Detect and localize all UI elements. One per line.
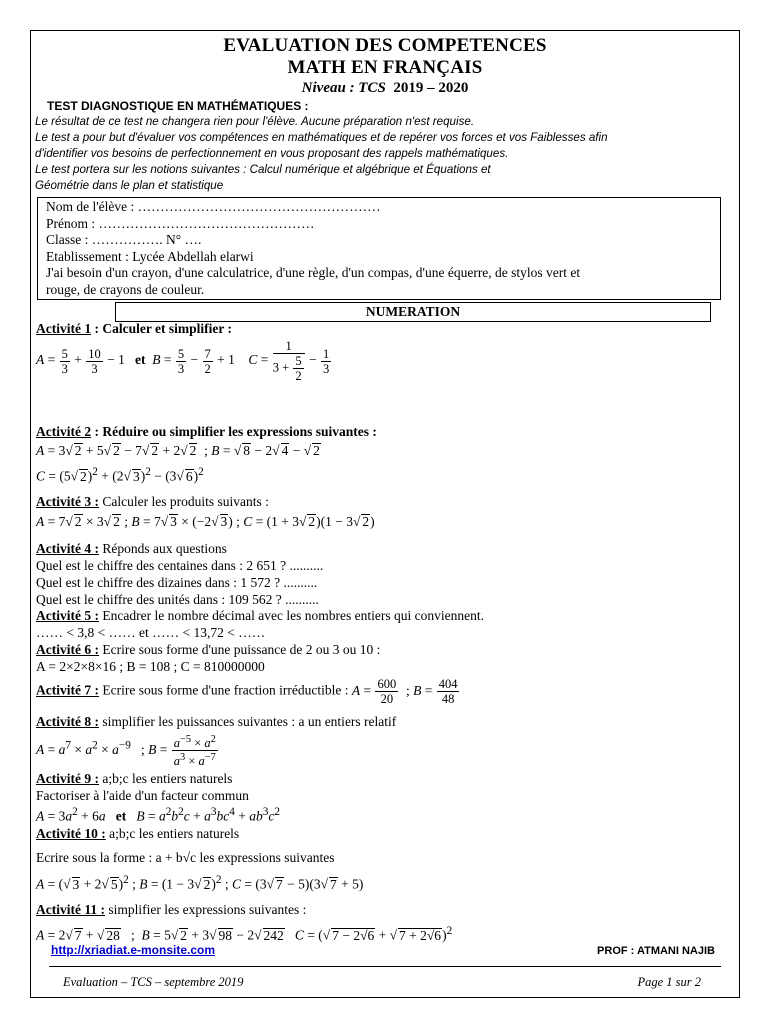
title-line-1: EVALUATION DES COMPETENCES bbox=[223, 35, 547, 56]
activity-2-expression-2: C = (5√ 2)$^2$ + (2√ 3)$^2$ − (3√ 6)$^2$ bbox=[36, 466, 204, 484]
activity-text: Calculer les produits suivants : bbox=[98, 494, 269, 509]
student-school: Etablissement : Lycée Abdellah elarwi bbox=[46, 248, 254, 264]
footer-divider bbox=[49, 966, 721, 967]
activity-10-heading bbox=[36, 826, 239, 842]
level-label: Niveau : TCS bbox=[301, 80, 386, 96]
activity-text: : Calculer et simplifier : bbox=[91, 321, 232, 336]
activity-label: Activité 11 : bbox=[36, 902, 105, 917]
website-link[interactable]: http://xriadiat.e-monsite.com bbox=[51, 943, 216, 957]
activity-1-expression: A = $\frac{5}{3}$ + $\frac{10}{3}$ − 1 et B = $\frac{5}{3}$ − $\frac{7}{2}$ + 1 C = 1 3 + $\frac{5}{2}$ − $\frac{1}{3}$ bbox=[36, 339, 330, 383]
student-info-box bbox=[37, 197, 721, 300]
activity-4-question: Quel est le chiffre des centaines dans : 2 651 ? .......... bbox=[36, 558, 324, 573]
activity-7-line: Activité 7 : Ecrire sous forme d'une fraction irréductible : A = $\frac{600}{20}$ ; B = $\frac{404}{48}$ bbox=[36, 677, 458, 706]
intro-line: d'identifier vos besoins de perfectionnement en vous proposant des rappels mathématiques. bbox=[35, 147, 509, 160]
document-page bbox=[30, 30, 740, 998]
activity-label: Activité 2 bbox=[36, 424, 92, 439]
activity-2-heading bbox=[36, 424, 377, 440]
activity-label: Activité 3 : bbox=[36, 494, 99, 509]
activity-4-question: Quel est le chiffre des unités dans : 109 562 ? .......... bbox=[36, 592, 319, 607]
level-year: 2019 – 2020 bbox=[393, 80, 469, 96]
activity-label: Activité 5 : bbox=[36, 608, 99, 623]
activity-text: a;b;c les entiers naturels bbox=[98, 771, 233, 786]
activity-label: Activité 4 : bbox=[36, 541, 99, 556]
title-line-2: MATH EN FRANÇAIS bbox=[287, 57, 483, 78]
activity-5-line: …… < 3,8 < …… et …… < 13,72 < …… bbox=[36, 625, 266, 640]
activity-2-expression-1: A = 3√ 2 + 5√ 2 − 7√ 2 + 2√ 2 ; B = √ 8 − 2√ 4 − √ 2 bbox=[36, 443, 320, 458]
activity-label: Activité 8 : bbox=[36, 714, 99, 729]
activity-4-question: Quel est le chiffre des dizaines dans : 1 572 ? .......... bbox=[36, 575, 318, 590]
activity-10-expression: A = (√ 3 + 2√ 5)$^2$ ; B = (1 − 3√ 2)$^2$ ; C = (3√ 7 − 5)(3√ 7 + 5) bbox=[36, 874, 364, 892]
activity-1-heading bbox=[36, 321, 232, 337]
activity-text: Encadrer le nombre décimal avec les nombres entiers qui conviennent. bbox=[98, 608, 484, 623]
section-title: NUMERATION bbox=[115, 302, 711, 322]
level-line bbox=[31, 80, 739, 97]
activity-8-heading bbox=[36, 714, 396, 730]
materials-line: rouge, de crayons de couleur. bbox=[46, 281, 205, 297]
activity-11-expression: A = 2√ 7 + √ 28 ; B = 5√ 2 + 3√ 98 − 2√ 242 C = (√ 7 − 2√6 + √ 7 + 2√6)$^2$ bbox=[36, 925, 453, 943]
activity-9-subtitle: Factoriser à l'aide d'un facteur commun bbox=[36, 788, 249, 803]
intro-line: Géométrie dans le plan et statistique bbox=[35, 179, 224, 192]
intro-line: Le test portera sur les notions suivantes : Calcul numérique et algébrique et Équations et bbox=[35, 163, 491, 176]
activity-label: Activité 7 : bbox=[36, 682, 99, 698]
activity-9-heading bbox=[36, 771, 232, 787]
intro-line: Le résultat de ce test ne changera rien pour l'élève. Aucune préparation n'est requise. bbox=[35, 115, 475, 128]
intro-line: Le test a pour but d'évaluer vos compétences en mathématiques et de repérer vos forces et vos Faiblesses afin bbox=[35, 131, 608, 144]
materials-line: J'ai besoin d'un crayon, d'une calculatrice, d'une règle, d'un compas, d'une équerre, de stylos vert et bbox=[46, 265, 581, 280]
activity-9-expression: $A = 3a^2 + 6a$ et $B = a^2b^2c + a^3bc^4 + ab^3c^2$ bbox=[36, 806, 280, 824]
activity-text: Réponds aux questions bbox=[98, 541, 227, 556]
author-credit: PROF : ATMANI NAJIB bbox=[597, 945, 715, 957]
activity-3-expression: A = 7√ 2 × 3√ 2 ; B = 7√ 3 × (−2√ 3) ; C = (1 + 3√ 2)(1 − 3√ 2) bbox=[36, 514, 375, 529]
activity-label: Activité 1 bbox=[36, 321, 92, 336]
activity-text: simplifier les expressions suivantes : bbox=[104, 902, 307, 917]
activity-label: Activité 10 : bbox=[36, 826, 106, 841]
activity-text: a;b;c les entiers naturels bbox=[105, 826, 240, 841]
activity-3-heading bbox=[36, 494, 269, 510]
activity-text: Ecrire sous forme d'une fraction irréductible : bbox=[98, 682, 352, 698]
activity-text: : Réduire ou simplifier les expressions suivantes : bbox=[91, 424, 377, 439]
activity-5-heading bbox=[36, 608, 484, 624]
activity-6-expression: A = 2×2×8×16 ; B = 108 ; C = 810000000 bbox=[36, 659, 265, 674]
student-class-field[interactable]: Classe : ……………. N° …. bbox=[46, 232, 202, 247]
activity-label: Activité 6 : bbox=[36, 642, 99, 657]
student-name-field[interactable]: Nom de l'élève : ……………………………………………… bbox=[46, 199, 381, 214]
activity-text: Ecrire sous forme d'une puissance de 2 ou 3 ou 10 : bbox=[98, 642, 381, 657]
activity-text: simplifier les puissances suivantes : a un entiers relatif bbox=[98, 714, 397, 729]
student-firstname-field[interactable]: Prénom : ………………………………………… bbox=[46, 215, 315, 231]
intro-text bbox=[35, 114, 735, 194]
footer-evaluation: Evaluation – TCS – septembre 2019 bbox=[63, 975, 244, 989]
activity-6-heading bbox=[36, 642, 380, 658]
activity-label: Activité 9 : bbox=[36, 771, 99, 786]
diagnostic-title: TEST DIAGNOSTIQUE EN MATHÉMATIQUES : bbox=[47, 99, 309, 113]
activity-11-heading bbox=[36, 902, 306, 918]
activity-10-subtitle: Ecrire sous la forme : a + b√c les expressions suivantes bbox=[36, 850, 335, 865]
page-number: Page 1 sur 2 bbox=[637, 975, 701, 989]
activity-4-heading bbox=[36, 541, 227, 557]
activity-8-expression: $A = a^7 \times a^2 \times a^{-9}$ ; B = $\frac{a^{-5} \times a^2}{a^3 \times a^{-7}}$ bbox=[36, 734, 216, 769]
